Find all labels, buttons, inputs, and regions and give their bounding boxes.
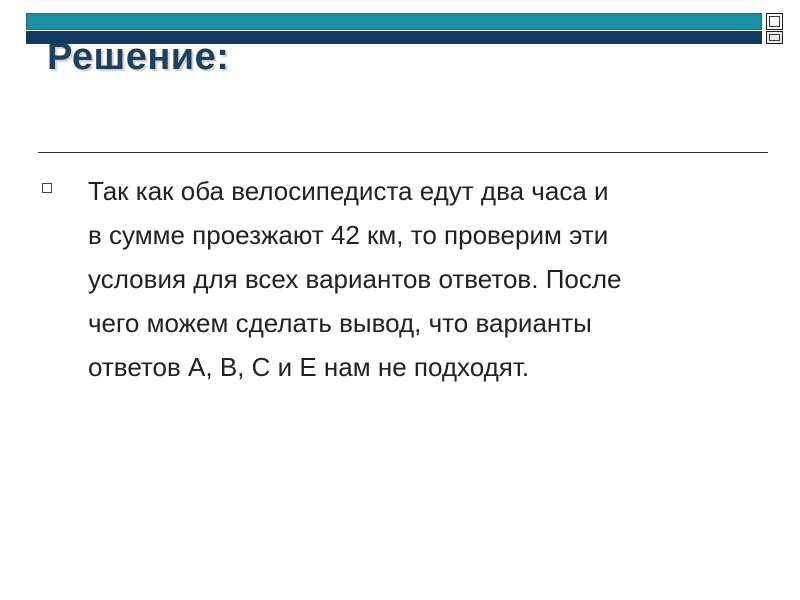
bullet-line: Так как оба велосипедиста едут два часа и (88, 176, 609, 206)
corner-square-inner (769, 16, 780, 27)
bullet-line: чего можем сделать вывод, что варианты (88, 308, 592, 338)
header-bar-teal (26, 13, 762, 30)
bullet-text (88, 169, 758, 389)
bullet-line: ответов А, В, С и Е нам не подходят. (88, 352, 530, 382)
hollow-square-bullet-icon (42, 183, 52, 193)
corner-square-inner-lower (769, 34, 780, 41)
corner-square-icon (766, 13, 783, 30)
bullet-line: в сумме проезжают 42 км, то проверим эти (88, 220, 609, 250)
title-separator-line (38, 152, 768, 153)
corner-square-icon-lower (766, 31, 783, 44)
bullet-line: условия для всех вариантов ответов. После (88, 264, 622, 294)
slide-title: Решение: (47, 36, 230, 78)
